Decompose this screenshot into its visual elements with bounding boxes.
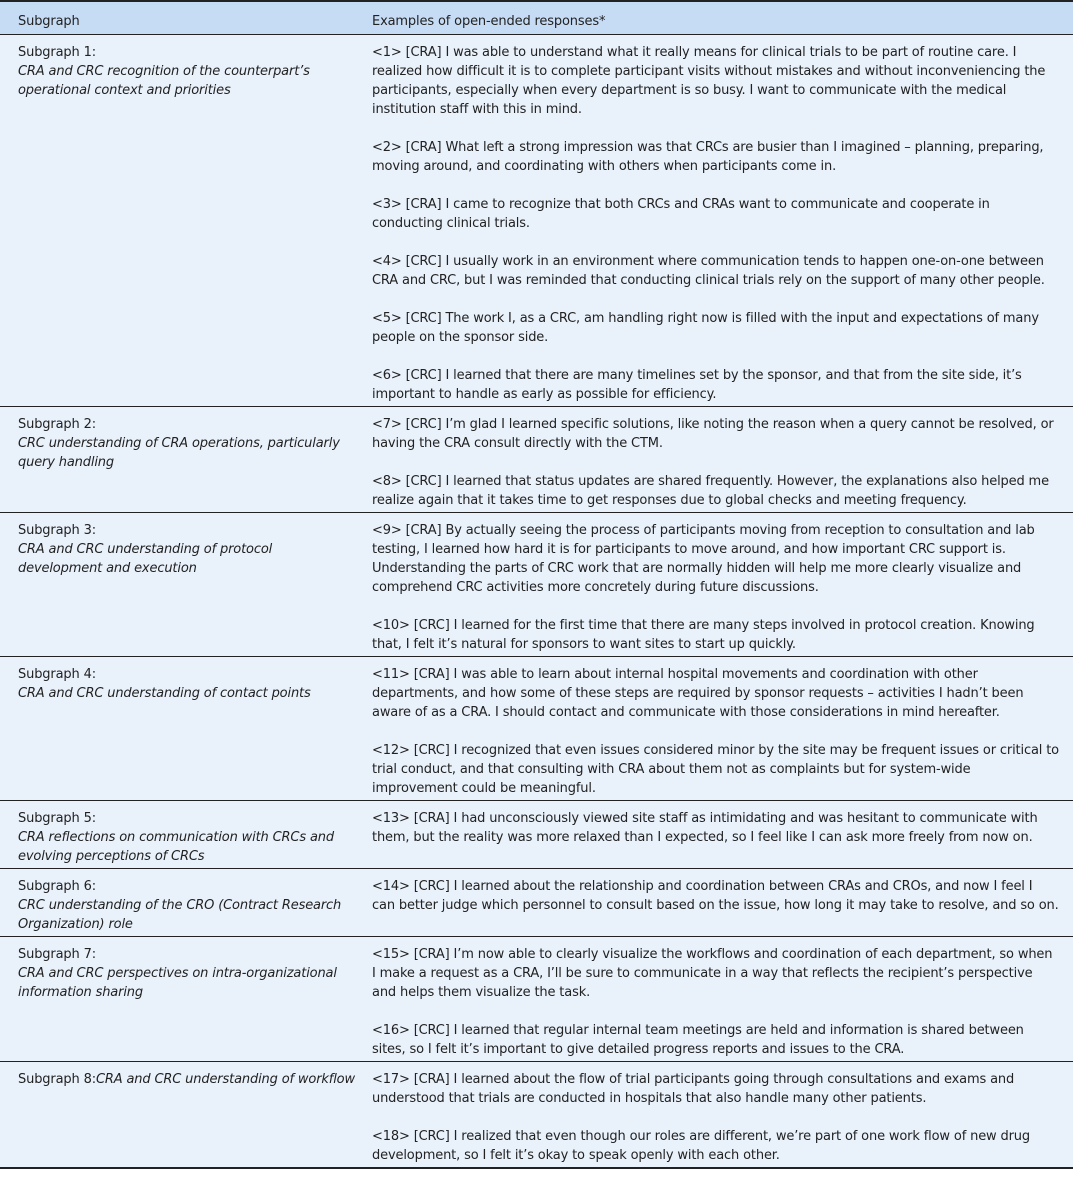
- subgraph-title: CRA and CRC recognition of the counterpart’s operational context and priorities: [18, 64, 310, 98]
- response-item: <12> [CRC] I recognized that even issues considered minor by the site may be frequent issues or critical to trial conduct, and that consulting with CRA about them not as complaints but for system-wide improvement could be meaningful.: [372, 743, 1059, 796]
- subgraph-label: Subgraph 7:: [18, 947, 96, 962]
- responses-cell: [366, 937, 1073, 1062]
- response-item: <8> [CRC] I learned that status updates are shared frequently. However, the explanations also helped me realize again that it takes time to get responses due to global checks and meeting frequency.: [372, 474, 1049, 508]
- response-item: <3> [CRA] I came to recognize that both CRCs and CRAs want to communicate and cooperate in conducting clinical trials.: [372, 197, 990, 231]
- response-item: <5> [CRC] The work I, as a CRC, am handling right now is filled with the input and expectations of many people on the sponsor side.: [372, 311, 1039, 345]
- table-row: [0, 869, 1073, 937]
- responses-cell: [366, 869, 1073, 937]
- subgraph-title: CRC understanding of the CRO (Contract Research Organization) role: [18, 898, 342, 932]
- subgraph-cell: [0, 35, 366, 407]
- response-item: <13> [CRA] I had unconsciously viewed site staff as intimidating and was hesitant to communicate with them, but the reality was more relaxed than I expected, so I feel like I can ask more freely from now on.: [372, 811, 1038, 845]
- subgraph-title: CRA and CRC understanding of workflow: [95, 1072, 355, 1087]
- table-row: [0, 657, 1073, 801]
- responses-cell: [366, 513, 1073, 657]
- subgraph-title: CRA and CRC perspectives on intra-organizational information sharing: [18, 966, 337, 1000]
- table-row: [0, 937, 1073, 1062]
- response-item: <15> [CRA] I’m now able to clearly visualize the workflows and coordination of each department, so when I make a request as a CRA, I’ll be sure to communicate in a way that reflects the recipient’s perspective and helps them visualize the task.: [372, 947, 1053, 1000]
- responses-cell: [366, 35, 1073, 407]
- response-item: <9> [CRA] By actually seeing the process of participants moving from reception to consultation and lab testing, I learned how hard it is for participants to move around, and how important CRC support is. Understanding the parts of CRC work that are normally hidden will help me more clearly visualize and comprehend CRC activities more concretely during future discussions.: [372, 523, 1035, 595]
- subgraph-cell: [0, 1062, 366, 1169]
- response-item: <17> [CRA] I learned about the flow of trial participants going through consultations and exams and understood that trials are conducted in hospitals that also handle many other patients.: [372, 1072, 1015, 1106]
- table-row: [0, 1062, 1073, 1169]
- subgraph-label: Subgraph 4:: [18, 667, 96, 682]
- subgraph-label: Subgraph 8:: [18, 1072, 96, 1087]
- response-item: <1> [CRA] I was able to understand what it really means for clinical trials to be part of routine care. I realized how difficult it is to complete participant visits without mistakes and without inconveniencing the participants, especially when every department is so busy. I want to communicate with the medical institution staff with this in mind.: [372, 45, 1046, 117]
- response-item: <2> [CRA] What left a strong impression was that CRCs are busier than I imagined – planning, preparing, moving around, and coordinating with others when participants come in.: [372, 140, 1044, 174]
- responses-cell: [366, 407, 1073, 513]
- subgraph-label: Subgraph 5:: [18, 811, 96, 826]
- subgraph-cell: [0, 801, 366, 869]
- subgraph-cell: [0, 407, 366, 513]
- table-header-row: [0, 1, 1073, 35]
- response-item: <14> [CRC] I learned about the relationship and coordination between CRAs and CROs, and now I feel I can better judge which personnel to consult based on the issue, how long it may take to resolve, and so on.: [372, 879, 1059, 913]
- response-item: <4> [CRC] I usually work in an environment where communication tends to happen one-on-one between CRA and CRC, but I was reminded that conducting clinical trials rely on the support of many other people.: [372, 254, 1045, 288]
- subgraph-label: Subgraph 2:: [18, 417, 96, 432]
- response-item: <7> [CRC] I’m glad I learned specific solutions, like noting the reason when a query cannot be resolved, or having the CRA consult directly with the CTM.: [372, 417, 1054, 451]
- subgraph-title: CRA and CRC understanding of protocol development and execution: [18, 542, 273, 576]
- responses-cell: [366, 801, 1073, 869]
- response-item: <16> [CRC] I learned that regular internal team meetings are held and information is shared between sites, so I felt it’s important to give detailed progress reports and issues to the CRA.: [372, 1023, 1024, 1057]
- subgraph-label: Subgraph 1:: [18, 45, 96, 60]
- table-body: [0, 35, 1073, 1169]
- table-row: [0, 513, 1073, 657]
- responses-cell: [366, 657, 1073, 801]
- header-subgraph: Subgraph: [0, 1, 366, 35]
- subgraph-cell: [0, 937, 366, 1062]
- table-row: [0, 801, 1073, 869]
- subgraph-cell: [0, 869, 366, 937]
- subgraph-title: CRA and CRC understanding of contact points: [18, 686, 311, 701]
- response-item: <6> [CRC] I learned that there are many timelines set by the sponsor, and that from the site side, it’s important to handle as early as possible for efficiency.: [372, 368, 1022, 402]
- subgraph-title: CRA reflections on communication with CRCs and evolving perceptions of CRCs: [18, 830, 334, 864]
- subgraph-cell: [0, 513, 366, 657]
- response-item: <10> [CRC] I learned for the first time that there are many steps involved in protocol creation. Knowing that, I felt it’s natural for sponsors to want sites to start up quickly.: [372, 618, 1035, 652]
- response-item: <18> [CRC] I realized that even though our roles are different, we’re part of one work flow of new drug development, so I felt it’s okay to speak openly with each other.: [372, 1129, 1030, 1163]
- responses-cell: [366, 1062, 1073, 1169]
- response-item: <11> [CRA] I was able to learn about internal hospital movements and coordination with other departments, and how some of these steps are required by sponsor requests – activities I hadn’t been aware of as a CRA. I should contact and communicate with those considerations in mind hereafter.: [372, 667, 1024, 720]
- subgraph-label: Subgraph 3:: [18, 523, 96, 538]
- header-examples: Examples of open-ended responses*: [366, 1, 1073, 35]
- table-row: [0, 407, 1073, 513]
- subgraph-label: Subgraph 6:: [18, 879, 96, 894]
- subgraph-cell: [0, 657, 366, 801]
- table-row: [0, 35, 1073, 407]
- subgraph-title: CRC understanding of CRA operations, particularly query handling: [18, 436, 340, 470]
